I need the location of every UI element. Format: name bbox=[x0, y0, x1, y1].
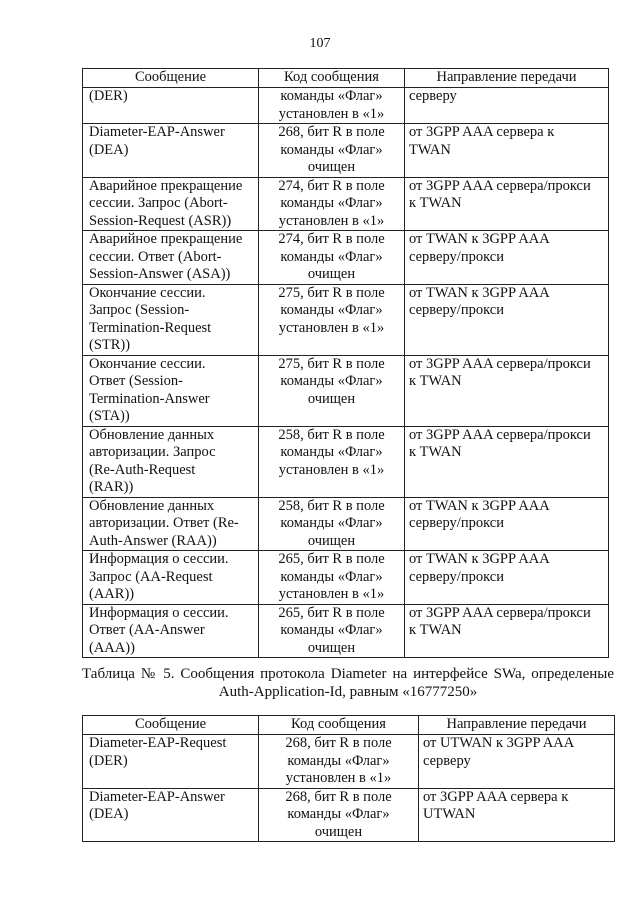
cell-line: команды «Флаг» bbox=[287, 806, 390, 822]
cell-line: серверу/прокси bbox=[409, 568, 504, 585]
table-diameter-messages-1 bbox=[82, 68, 609, 658]
table-row bbox=[83, 551, 609, 605]
page-number: 107 bbox=[309, 36, 331, 51]
cell-line: от TWAN к 3GPP AAA bbox=[409, 551, 550, 567]
table-caption bbox=[82, 665, 614, 701]
cell-line: от UTWAN к 3GPP AAA bbox=[423, 735, 575, 751]
cell-code bbox=[259, 426, 405, 497]
table-diameter-messages-2 bbox=[82, 715, 615, 842]
cell-line: очищен bbox=[307, 390, 356, 407]
cell-line: авторизации. Ответ (Re- bbox=[89, 515, 239, 531]
cell-line: (STA)) bbox=[89, 408, 130, 424]
cell-line: (DER) bbox=[89, 752, 128, 769]
cell-line: Обновление данных bbox=[89, 497, 215, 514]
cell-line: к TWAN bbox=[409, 195, 462, 211]
cell-line: сессии. Запрос (Abort- bbox=[89, 195, 228, 211]
cell-line: к TWAN bbox=[409, 444, 462, 460]
cell-line: 258, бит R в поле bbox=[278, 497, 385, 514]
cell-direction bbox=[405, 88, 609, 124]
table-row bbox=[83, 497, 609, 551]
cell-direction bbox=[405, 497, 609, 551]
cell-line: очищен bbox=[307, 639, 356, 656]
cell-line: установлен в «1» bbox=[278, 586, 385, 602]
cell-message bbox=[83, 551, 259, 605]
cell-line: команды «Флаг» bbox=[280, 444, 383, 460]
cell-line: Запрос (AA-Request bbox=[89, 568, 213, 585]
cell-line: Обновление данных bbox=[89, 426, 215, 443]
cell-line: (AAA)) bbox=[89, 639, 135, 656]
cell-line: серверу bbox=[409, 88, 457, 104]
cell-line: команды «Флаг» bbox=[280, 195, 383, 211]
cell-line: 274, бит R в поле bbox=[278, 231, 385, 247]
column-header-direction: Направление передачи bbox=[419, 716, 615, 735]
cell-line: от 3GPP AAA сервера/прокси bbox=[409, 604, 591, 621]
cell-code bbox=[259, 735, 419, 789]
table-row bbox=[83, 604, 609, 658]
cell-line: UTWAN bbox=[423, 806, 476, 822]
cell-line: Session-Request (ASR)) bbox=[89, 212, 232, 229]
cell-line: Diameter-EAP-Request bbox=[89, 735, 227, 751]
cell-line: очищен bbox=[307, 266, 356, 282]
cell-line: Ответ (AA-Answer bbox=[89, 622, 205, 638]
cell-code bbox=[259, 497, 405, 551]
cell-line: Запрос (Session- bbox=[89, 302, 190, 318]
cell-line: Diameter-EAP-Answer bbox=[89, 788, 225, 805]
cell-code bbox=[259, 177, 405, 231]
cell-line: установлен в «1» bbox=[278, 461, 385, 478]
cell-line: команды «Флаг» bbox=[280, 141, 383, 158]
cell-line: Аварийное прекращение bbox=[89, 177, 243, 194]
cell-line: команды «Флаг» bbox=[280, 302, 383, 318]
cell-line: 268, бит R в поле bbox=[285, 788, 392, 805]
cell-code bbox=[259, 124, 405, 178]
cell-message bbox=[83, 426, 259, 497]
cell-message bbox=[83, 604, 259, 658]
column-header-message: Сообщение bbox=[83, 69, 259, 88]
cell-line: Termination-Request bbox=[89, 319, 212, 336]
cell-line: (DEA) bbox=[89, 141, 129, 158]
cell-line: Auth-Answer (RAA)) bbox=[89, 532, 217, 549]
cell-line: (AAR)) bbox=[89, 586, 135, 602]
cell-line: (DEA) bbox=[89, 806, 129, 822]
cell-line: очищен bbox=[314, 823, 363, 840]
cell-message bbox=[83, 231, 259, 285]
cell-line: Окончание сессии. bbox=[89, 355, 206, 372]
cell-line: 268, бит R в поле bbox=[278, 124, 385, 140]
cell-line: Аварийное прекращение bbox=[89, 231, 243, 247]
cell-code bbox=[259, 788, 419, 842]
cell-line: Diameter-EAP-Answer bbox=[89, 124, 225, 140]
cell-message bbox=[83, 788, 259, 842]
cell-message bbox=[83, 177, 259, 231]
cell-line: от 3GPP AAA сервера к bbox=[423, 788, 569, 805]
cell-line: установлен в «1» bbox=[278, 105, 385, 122]
cell-line: (STR)) bbox=[89, 337, 131, 353]
table-caption-line-1: Таблица № 5. Сообщения протокола Diameter на интерфейсе SWa, определеные bbox=[82, 666, 614, 682]
cell-line: серверу/прокси bbox=[409, 515, 504, 531]
cell-code bbox=[259, 231, 405, 285]
cell-code bbox=[259, 604, 405, 658]
cell-line: серверу/прокси bbox=[409, 248, 504, 265]
cell-line: Session-Answer (ASA)) bbox=[89, 266, 231, 282]
cell-line: серверу bbox=[423, 752, 471, 769]
cell-line: очищен bbox=[307, 159, 356, 175]
table-row bbox=[83, 355, 609, 426]
cell-line: авторизации. Запрос bbox=[89, 444, 216, 460]
cell-line: команды «Флаг» bbox=[280, 622, 383, 638]
cell-code bbox=[259, 355, 405, 426]
column-header-direction: Направление передачи bbox=[405, 69, 609, 88]
cell-line: 275, бит R в поле bbox=[278, 284, 385, 301]
column-header-message: Сообщение bbox=[83, 716, 259, 735]
cell-direction bbox=[405, 604, 609, 658]
cell-line: от 3GPP AAA сервера/прокси bbox=[409, 355, 591, 372]
cell-direction bbox=[405, 355, 609, 426]
table-row bbox=[83, 735, 615, 789]
table-header-row bbox=[83, 716, 615, 735]
cell-line: команды «Флаг» bbox=[280, 88, 383, 104]
cell-line: от 3GPP AAA сервера/прокси bbox=[409, 177, 591, 194]
cell-message bbox=[83, 124, 259, 178]
cell-line: установлен в «1» bbox=[278, 319, 385, 336]
table-row bbox=[83, 177, 609, 231]
table-row bbox=[83, 426, 609, 497]
cell-line: установлен в «1» bbox=[285, 770, 392, 786]
cell-line: от TWAN к 3GPP AAA bbox=[409, 231, 550, 247]
cell-line: от TWAN к 3GPP AAA bbox=[409, 284, 550, 301]
cell-direction bbox=[405, 284, 609, 355]
cell-message bbox=[83, 88, 259, 124]
cell-direction bbox=[405, 231, 609, 285]
cell-line: команды «Флаг» bbox=[280, 248, 383, 265]
cell-line: от 3GPP AAA сервера/прокси bbox=[409, 426, 591, 443]
cell-line: серверу/прокси bbox=[409, 302, 504, 318]
cell-line: 265, бит R в поле bbox=[278, 604, 385, 621]
cell-message bbox=[83, 284, 259, 355]
cell-direction bbox=[419, 788, 615, 842]
cell-line: от TWAN к 3GPP AAA bbox=[409, 497, 550, 514]
cell-code bbox=[259, 551, 405, 605]
cell-line: от 3GPP AAA сервера к bbox=[409, 124, 555, 140]
cell-line: (DER) bbox=[89, 88, 128, 104]
cell-line: (Re-Auth-Request bbox=[89, 461, 196, 478]
cell-message bbox=[83, 735, 259, 789]
cell-direction bbox=[405, 551, 609, 605]
cell-direction bbox=[405, 124, 609, 178]
cell-code bbox=[259, 284, 405, 355]
cell-line: команды «Флаг» bbox=[280, 568, 383, 585]
table-row bbox=[83, 88, 609, 124]
cell-line: TWAN bbox=[409, 141, 451, 158]
cell-line: Ответ (Session- bbox=[89, 373, 183, 389]
cell-line: команды «Флаг» bbox=[280, 373, 383, 389]
cell-line: 275, бит R в поле bbox=[278, 355, 385, 372]
cell-line: 265, бит R в поле bbox=[278, 551, 385, 567]
table-row bbox=[83, 284, 609, 355]
cell-line: установлен в «1» bbox=[278, 212, 385, 229]
column-header-code: Код сообщения bbox=[259, 716, 419, 735]
cell-line: (RAR)) bbox=[89, 479, 134, 495]
cell-message bbox=[83, 355, 259, 426]
cell-line: сессии. Ответ (Abort- bbox=[89, 248, 222, 265]
cell-line: очищен bbox=[307, 532, 356, 549]
cell-line: 258, бит R в поле bbox=[278, 426, 385, 443]
cell-line: к TWAN bbox=[409, 622, 462, 638]
cell-direction bbox=[405, 426, 609, 497]
cell-code bbox=[259, 88, 405, 124]
cell-line: команды «Флаг» bbox=[280, 515, 383, 531]
cell-line: Окончание сессии. bbox=[89, 284, 206, 301]
cell-direction bbox=[405, 177, 609, 231]
cell-direction bbox=[419, 735, 615, 789]
cell-message bbox=[83, 497, 259, 551]
cell-line: к TWAN bbox=[409, 373, 462, 389]
table-header-row bbox=[83, 69, 609, 88]
cell-line: Termination-Answer bbox=[89, 390, 210, 407]
table-row bbox=[83, 788, 615, 842]
cell-line: 268, бит R в поле bbox=[285, 735, 392, 751]
cell-line: Информация о сессии. bbox=[89, 551, 229, 567]
cell-line: 274, бит R в поле bbox=[278, 177, 385, 194]
column-header-code: Код сообщения bbox=[259, 69, 405, 88]
cell-line: Информация о сессии. bbox=[89, 604, 229, 621]
cell-line: команды «Флаг» bbox=[287, 752, 390, 769]
table-row bbox=[83, 231, 609, 285]
table-caption-line-2: Auth-Application-Id, равным «16777250» bbox=[218, 684, 478, 700]
table-row bbox=[83, 124, 609, 178]
